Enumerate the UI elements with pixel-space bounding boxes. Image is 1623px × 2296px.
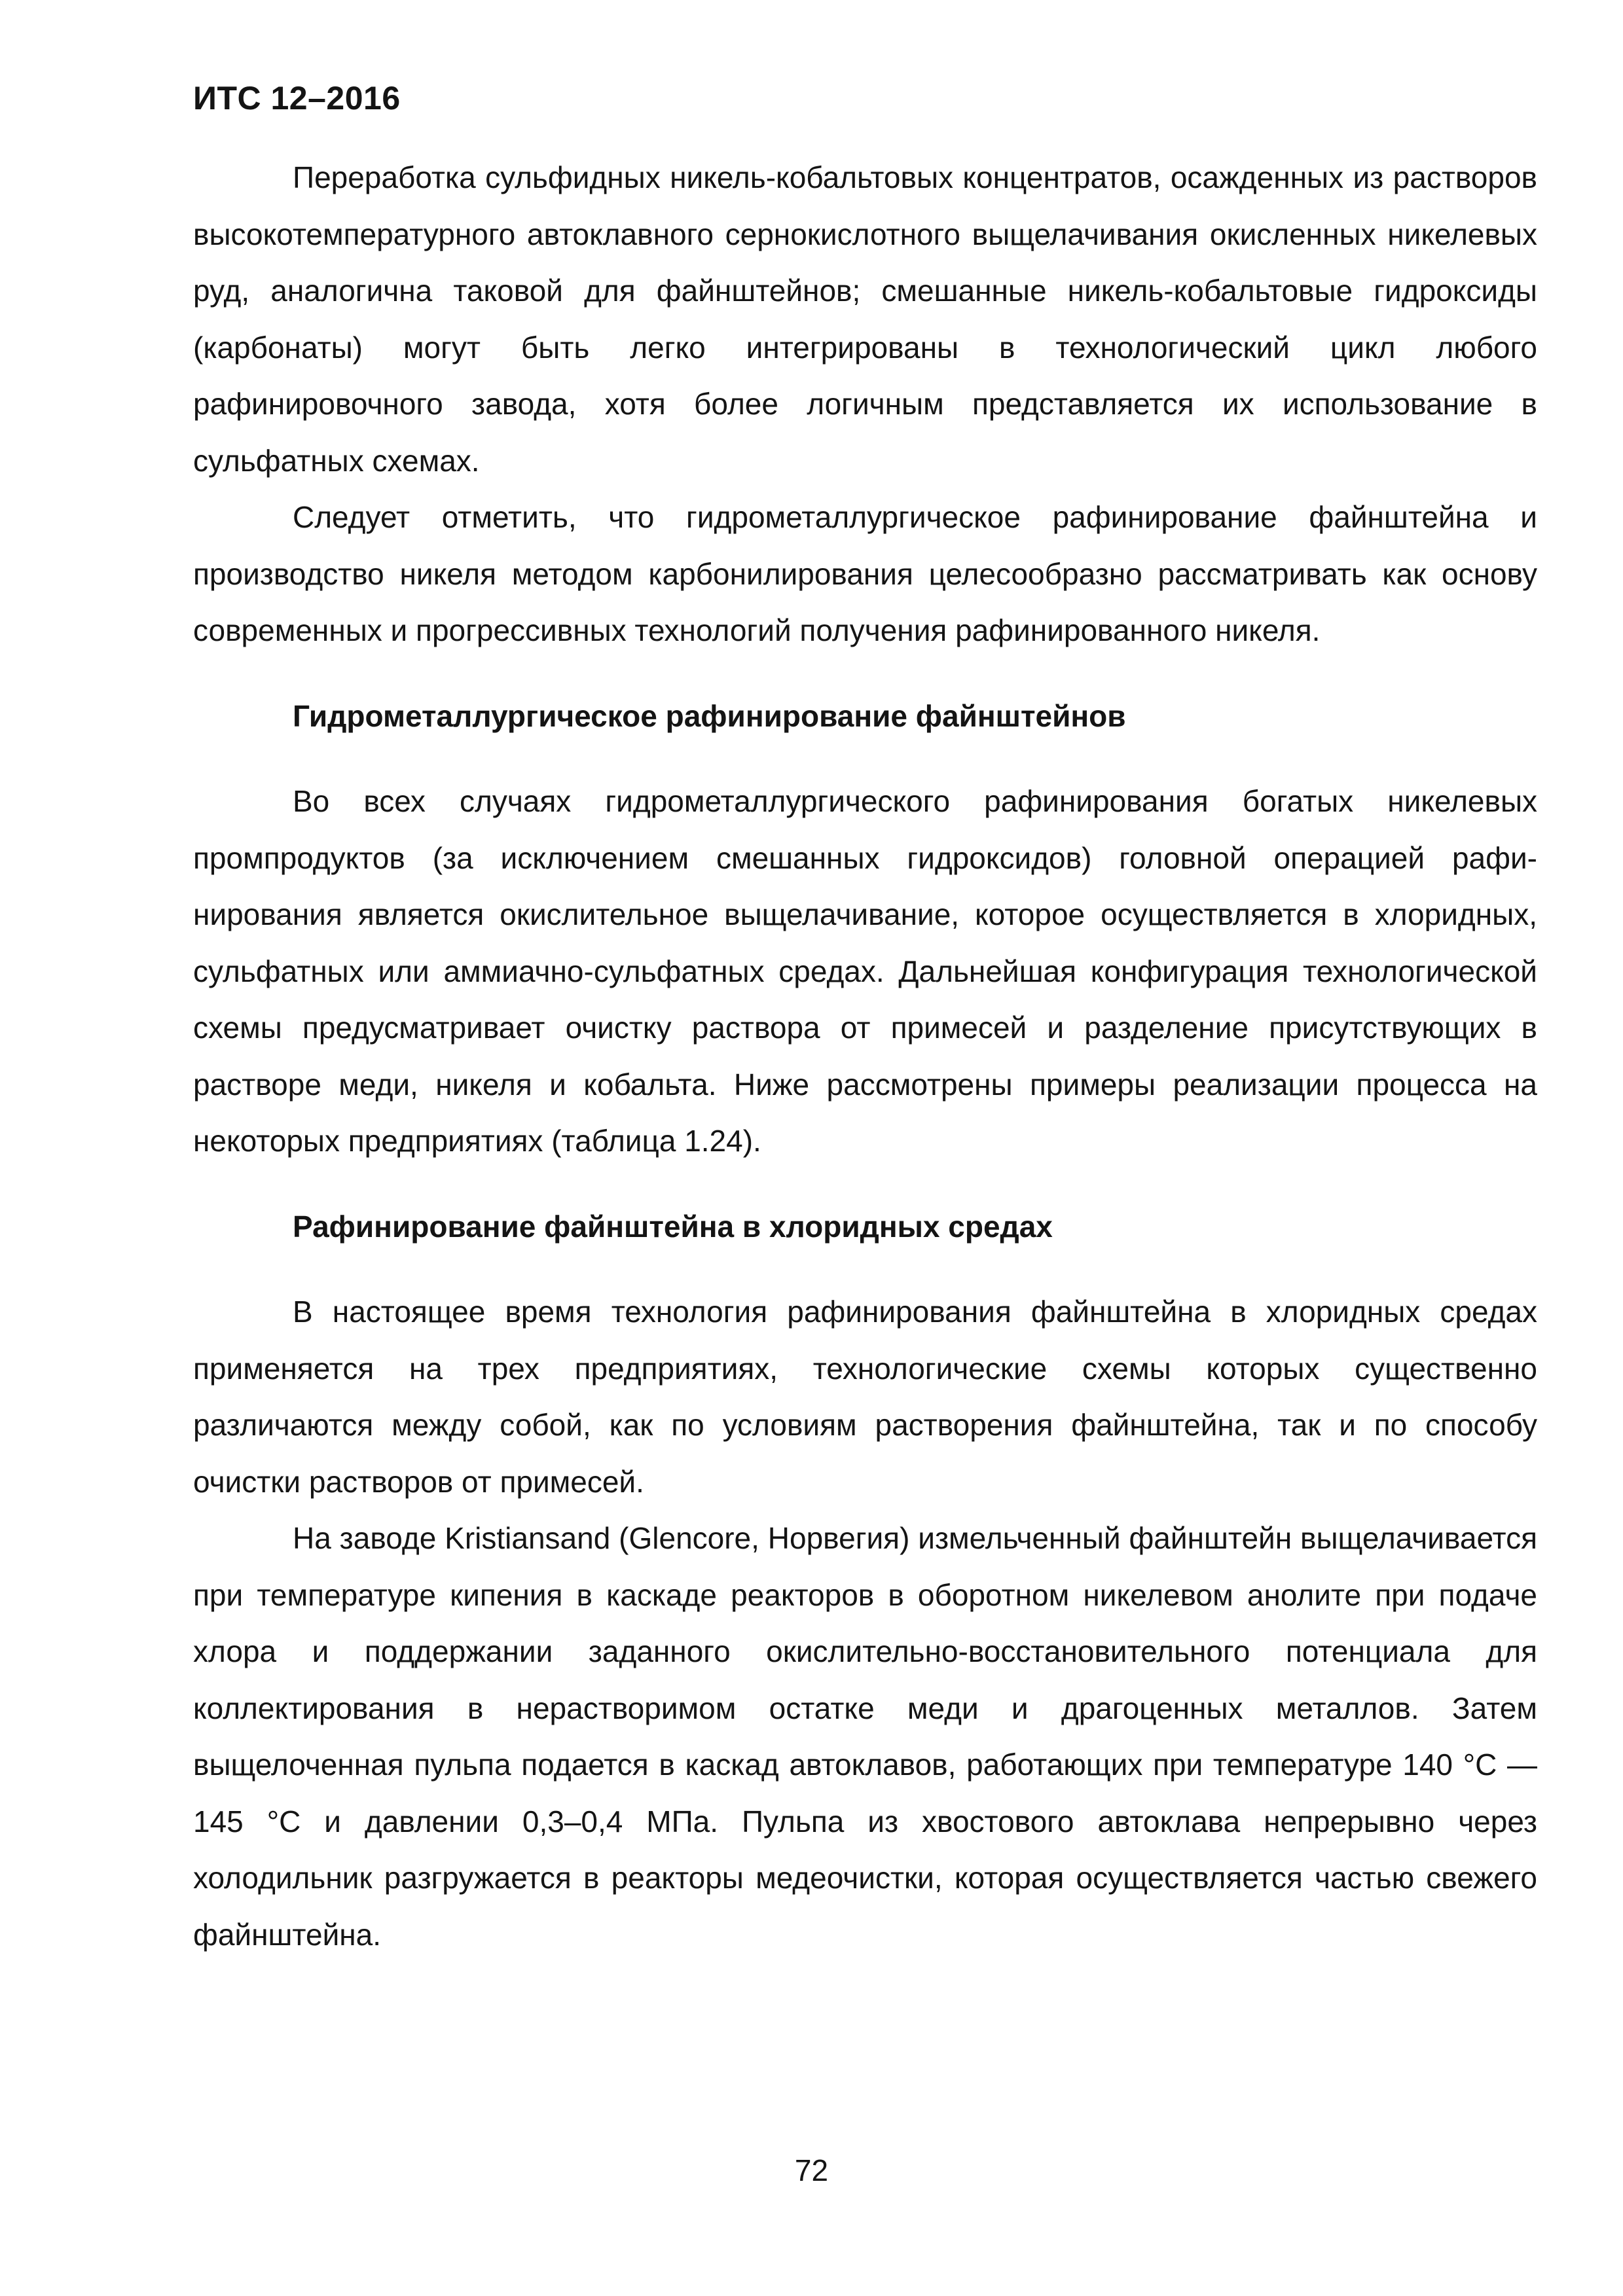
page-body <box>193 149 1537 1963</box>
page-number: 72 <box>794 2153 829 2187</box>
paragraph-sulfide-concentrates: Переработка сульфидных никель-кобальтовых концентратов, осажденных из растворов высокотемпературного автоклавного сернокислотного выщелачивания окисленных никелевых руд, аналогична таковой для файнштейнов; смешанные никель-кобальтовые гидроксиды (карбонаты) могут быть легко интегрированы в технологический цикл любого рафинировочного завода, хотя более логичным представляется их использование в сульфатных схемах. <box>193 160 1537 478</box>
paragraph-oxidative-leaching: Во всех случаях гидрометаллургического рафинирования богатых никелевых промпродуктов (за исключением смешанных гидроксидов) головной операцией рафинирования является окислительное выщелачивание, которое осуществляется в хлоридных, сульфатных или аммиачно-сульфатных средах. Дальнейшая конфигурация технологической схемы предусматривает очистку раствора от примесей и разделение присутствующих в растворе меди, никеля и кобальта. Ниже рассмотрены примеры реализации процесса на некоторых предприятиях (таблица 1.24). <box>193 784 1537 1158</box>
paragraph-chloride-technology: В настоящее время технология рафинирования файнштейна в хлоридных средах применяется на трех предприятиях, технологические схемы которых существенно различаются между собой, как по условиям растворения файнштейна, так и по способу очистки растворов от примесей. <box>193 1295 1537 1499</box>
paragraph-refining-note: Следует отметить, что гидрометаллургическое рафинирование файнштейна и производство никеля методом карбонилирования целесообразно рассматривать как основу современных и прогрессивных технологий получения рафинированного никеля. <box>193 500 1537 647</box>
paragraph-kristiansand-plant: На заводе Kristiansand (Glencore, Норвегия) измельченный файнштейн выщелачивается при температуре кипения в каскаде реакторов в оборотном никелевом анолите при подаче хлора и поддержании заданного окислительно-восстановительного потенциала для коллектирования в нерастворимом остатке меди и драгоценных металлов. Затем выщелоченная пульпа подается в каскад автоклавов, работающих при температуре 140 °С — 145 °С и давлении 0,3–0,4 МПа. Пульпа из хвостового автоклава непрерывно через холодильник разгружается в реакторы медеочистки, которая осуществляется частью свежего файнштейна. <box>193 1521 1537 1952</box>
section-heading-hydrometallurgical: Гидрометаллургическое рафинирование файнштейнов <box>293 698 1126 733</box>
section-heading-chloride-media: Рафинирование файнштейна в хлоридных средах <box>293 1209 1053 1244</box>
document-code-header: ИТС 12–2016 <box>193 80 401 117</box>
